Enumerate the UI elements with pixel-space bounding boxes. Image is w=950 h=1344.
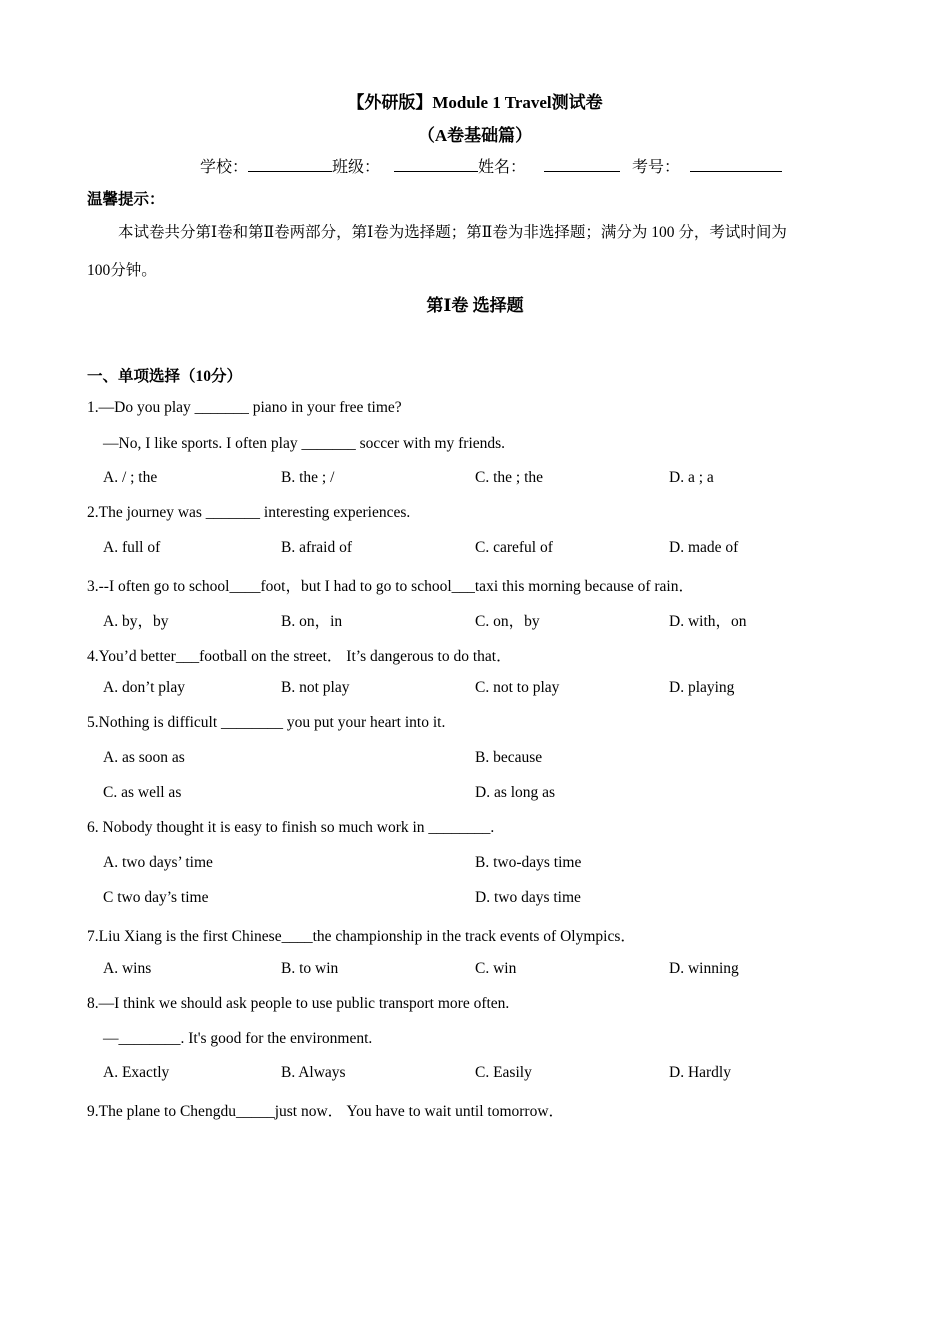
number-label: 考号：	[632, 159, 681, 176]
question-1-stem-2: —No, I like sports. I often play _______ soccer with my friends.	[103, 435, 506, 452]
question-8-option-b[interactable]: B. Always	[281, 1064, 346, 1081]
question-8-stem-2: —________. It's good for the environment.	[103, 1030, 373, 1047]
question-8-stem: 8.—I think we should ask people to use public transport more often.	[87, 995, 510, 1012]
tips-line-2: 100分钟。	[87, 262, 157, 279]
question-4-option-a[interactable]: A. don’t play	[103, 679, 185, 696]
question-6-option-b[interactable]: B. two-days time	[475, 854, 582, 871]
question-5-stem: 5.Nothing is difficult ________ you put your heart into it.	[87, 714, 446, 731]
question-8-option-c[interactable]: C. Easily	[475, 1064, 532, 1081]
question-5-option-c[interactable]: C. as well as	[103, 784, 182, 801]
question-1-option-c[interactable]: C. the ; the	[475, 469, 544, 486]
question-3-option-d[interactable]: D. with，on	[669, 613, 747, 630]
name-label: 姓名：	[478, 159, 527, 176]
question-3-option-a[interactable]: A. by，by	[103, 613, 169, 630]
question-4-stem: 4.You’d better___football on the street． It’s dangerous to do that．	[87, 648, 512, 665]
question-1-option-d[interactable]: D. a ; a	[669, 469, 714, 486]
question-3-stem: 3.--I often go to school____foot，but I had to go to school___taxi this morning because of rain．	[87, 578, 694, 595]
student-info-line	[200, 154, 782, 177]
question-6-option-d[interactable]: D. two days time	[475, 889, 581, 906]
tips-heading: 温馨提示：	[87, 191, 165, 208]
number-blank[interactable]	[690, 157, 782, 172]
name-blank[interactable]	[544, 157, 620, 172]
tips-line-1: 本试卷共分第Ⅰ卷和第Ⅱ卷两部分，第Ⅰ卷为选择题；第Ⅱ卷为非选择题；满分为 100 分，考试时间为	[118, 224, 787, 241]
question-4-option-d[interactable]: D. playing	[669, 679, 735, 696]
question-8-option-a[interactable]: A. Exactly	[103, 1064, 170, 1081]
question-5-option-d[interactable]: D. as long as	[475, 784, 556, 801]
question-7-option-c[interactable]: C. win	[475, 960, 517, 977]
section1-title: 一、单项选择（10分）	[87, 368, 243, 385]
question-3-option-b[interactable]: B. on，in	[281, 613, 343, 630]
question-7-option-d[interactable]: D. winning	[669, 960, 739, 977]
question-1-stem: 1.—Do you play _______ piano in your free time?	[87, 399, 402, 416]
question-4-option-c[interactable]: C. not to play	[475, 679, 560, 696]
question-1-option-a[interactable]: A. / ; the	[103, 469, 158, 486]
question-2-option-b[interactable]: B. afraid of	[281, 539, 353, 556]
question-2-option-a[interactable]: A. full of	[103, 539, 161, 556]
question-9-stem: 9.The plane to Chengdu_____just now． You have to wait until tomorrow．	[87, 1103, 565, 1120]
question-2-option-d[interactable]: D. made of	[669, 539, 739, 556]
class-label: 班级：	[332, 159, 381, 176]
question-6-option-c[interactable]: C two day’s time	[103, 889, 209, 906]
class-blank[interactable]	[394, 157, 478, 172]
question-2-stem: 2.The journey was _______ interesting experiences.	[87, 504, 411, 521]
question-7-option-a[interactable]: A. wins	[103, 960, 152, 977]
question-3-option-c[interactable]: C. on，by	[475, 613, 540, 630]
question-1-option-b[interactable]: B. the ; /	[281, 469, 335, 486]
question-4-option-b[interactable]: B. not play	[281, 679, 350, 696]
question-7-stem: 7.Liu Xiang is the first Chinese____the championship in the track events of Olympics．	[87, 928, 636, 945]
question-8-option-d[interactable]: D. Hardly	[669, 1064, 731, 1081]
question-6-option-a[interactable]: A. two days’ time	[103, 854, 213, 871]
question-5-option-a[interactable]: A. as soon as	[103, 749, 185, 766]
school-blank[interactable]	[248, 157, 332, 172]
part1-title: 第Ⅰ卷 选择题	[426, 296, 524, 315]
exam-title: 【外研版】Module 1 Travel测试卷	[347, 93, 603, 112]
school-label: 学校：	[200, 159, 249, 176]
question-7-option-b[interactable]: B. to win	[281, 960, 339, 977]
question-5-option-b[interactable]: B. because	[475, 749, 543, 766]
exam-subtitle: （A卷基础篇）	[417, 126, 533, 145]
question-6-stem: 6. Nobody thought it is easy to finish so much work in ________.	[87, 819, 495, 836]
question-2-option-c[interactable]: C. careful of	[475, 539, 553, 556]
